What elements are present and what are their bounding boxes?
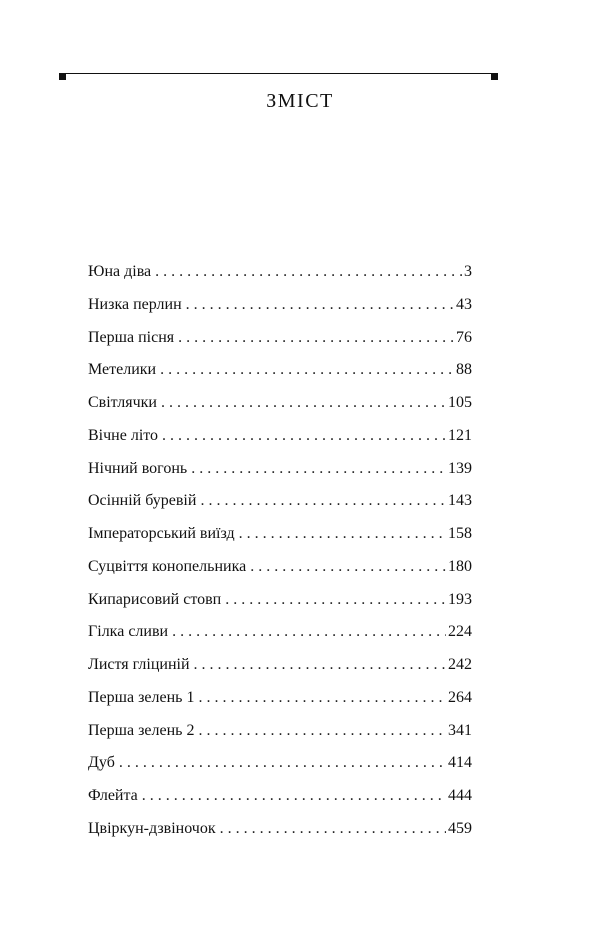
toc-dot-leader — [178, 324, 454, 352]
toc-entry-page-number: 3 — [464, 263, 472, 280]
toc-entry[interactable] — [88, 553, 472, 586]
toc-entry-page-number: 88 — [456, 361, 472, 379]
toc-entry[interactable] — [88, 487, 472, 520]
toc-dot-leader — [161, 389, 446, 417]
toc-dot-leader — [200, 487, 446, 515]
toc-entry-page-number: 459 — [448, 819, 472, 837]
toc-entry-title: Дуб — [88, 754, 115, 772]
toc-entry-page-number: 43 — [456, 295, 472, 313]
toc-entry-title: Флейта — [88, 787, 138, 804]
toc-dot-leader — [198, 684, 446, 712]
toc-entry-title: Суцвіття конопельника — [88, 557, 247, 575]
header-rule — [60, 73, 497, 74]
toc-entry[interactable] — [88, 651, 472, 684]
toc-entry[interactable] — [88, 586, 472, 619]
toc-entry-title: Листя гліциній — [88, 656, 190, 673]
toc-entry-page-number: 341 — [448, 721, 472, 739]
toc-dot-leader — [142, 782, 446, 810]
toc-entry[interactable] — [88, 324, 472, 357]
toc-entry[interactable] — [88, 455, 472, 488]
toc-entry-title: Осінній буревій — [88, 492, 197, 510]
toc-entry-page-number: 242 — [448, 656, 472, 673]
toc-dot-leader — [198, 717, 446, 745]
toc-entry-page-number: 414 — [448, 754, 472, 772]
toc-dot-leader — [250, 553, 446, 581]
toc-dot-leader — [220, 815, 446, 843]
toc-dot-leader — [225, 586, 446, 614]
toc-dot-leader — [172, 618, 446, 646]
toc-entry-title: Кипарисовий стовп — [88, 590, 222, 608]
toc-entry-page-number: 158 — [448, 525, 472, 542]
toc-entry-title: Юна діва — [88, 263, 152, 280]
corner-square-left — [59, 73, 66, 80]
toc-dot-leader — [119, 749, 446, 777]
toc-entry-page-number: 193 — [448, 590, 472, 608]
toc-entry-page-number: 139 — [448, 459, 472, 477]
toc-entry-title: Цвіркун-дзвіночок — [88, 819, 216, 837]
toc-entry[interactable] — [88, 717, 472, 750]
toc-entry[interactable] — [88, 422, 472, 455]
toc-dot-leader — [160, 356, 454, 384]
toc-entry-title: Перша зелень 2 — [88, 721, 195, 739]
toc-dot-leader — [194, 651, 446, 679]
toc-entry[interactable] — [88, 749, 472, 782]
toc-entry-title: Вічне літо — [88, 426, 159, 444]
toc-entry-page-number: 264 — [448, 688, 472, 706]
toc-entry-page-number: 444 — [448, 787, 472, 804]
toc-entry-title: Метелики — [88, 361, 157, 379]
toc-entry-title: Гілка сливи — [88, 623, 169, 641]
toc-entry-title: Перша зелень 1 — [88, 688, 195, 706]
toc-entry-page-number: 76 — [456, 328, 472, 346]
toc-entry-page-number: 180 — [448, 557, 472, 575]
toc-dot-leader — [186, 291, 454, 319]
toc-entry-title: Світлячки — [88, 394, 157, 411]
toc-entry[interactable] — [88, 782, 472, 815]
toc-dot-leader — [191, 455, 446, 483]
toc-dot-leader — [155, 258, 462, 286]
page-title: ЗМІСТ — [266, 90, 334, 112]
toc-entry-page-number: 224 — [448, 623, 472, 641]
table-of-contents — [88, 258, 472, 848]
toc-entry-title: Перша пісня — [88, 328, 175, 346]
toc-entry-title: Нічний вогонь — [88, 459, 188, 477]
toc-entry-title: Імператорський виїзд — [88, 525, 235, 542]
toc-entry-page-number: 121 — [448, 426, 472, 444]
toc-entry[interactable] — [88, 258, 472, 291]
toc-entry[interactable] — [88, 291, 472, 324]
toc-entry[interactable] — [88, 684, 472, 717]
toc-entry[interactable] — [88, 389, 472, 422]
toc-entry[interactable] — [88, 356, 472, 389]
toc-entry[interactable] — [88, 618, 472, 651]
toc-entry-page-number: 143 — [448, 492, 472, 510]
toc-entry-title: Низка перлин — [88, 295, 182, 313]
toc-entry-page-number: 105 — [448, 394, 472, 411]
toc-entry[interactable] — [88, 520, 472, 553]
toc-entry[interactable] — [88, 815, 472, 848]
toc-dot-leader — [162, 422, 446, 450]
toc-dot-leader — [239, 520, 446, 548]
corner-square-right — [491, 73, 498, 80]
